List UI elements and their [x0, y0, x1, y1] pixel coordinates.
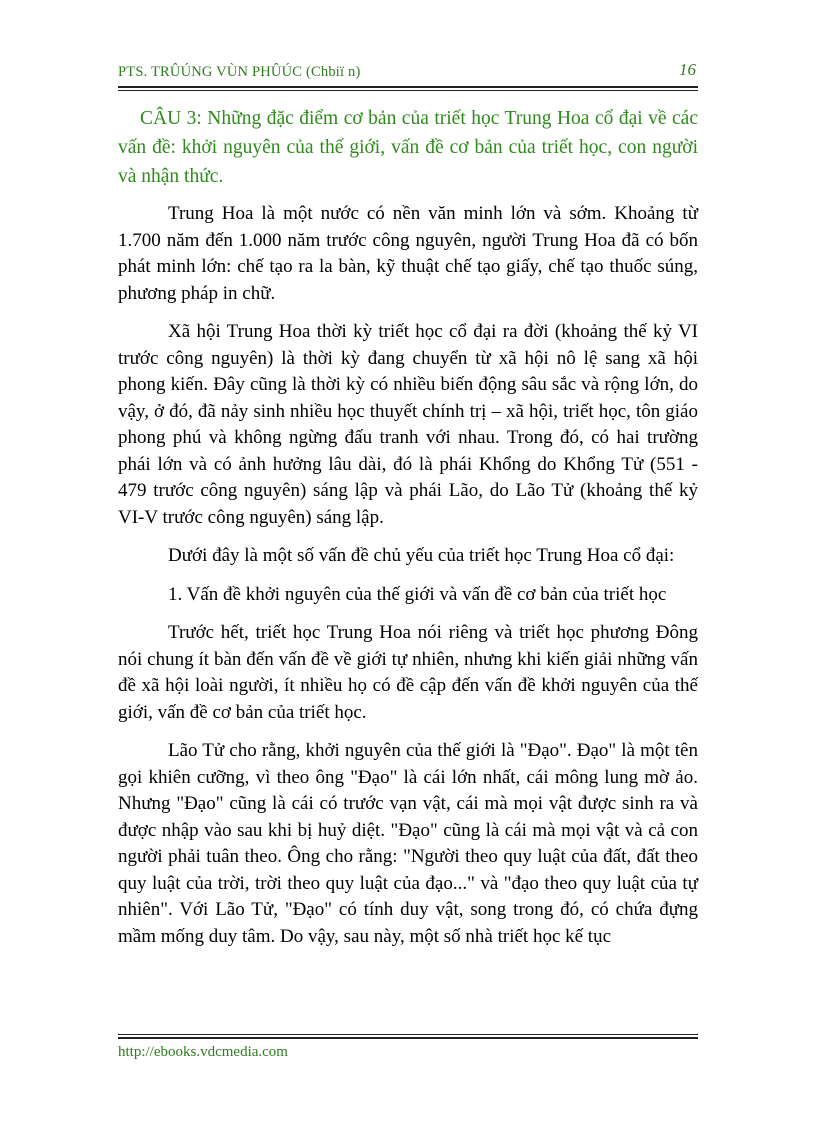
page-number: 16	[679, 60, 696, 79]
paragraph-laozi: Lão Tử cho rằng, khởi nguyên của thế giới là "Đạo". Đạo" là một tên gọi khiên cưỡng, vì theo ông "Đạo" là cái lớn nhất, cái mông lung mờ ảo. Nhưng "Đạo" cũng là cái có trước vạn vật, cái mà mọi vật được sinh ra và được nhập vào sau khi bị huỷ diệt. "Đạo" cũng là cái mà mọi vật và cả con người phải tuân theo. Ông cho rằng: "Người theo quy luật của đất, đất theo quy luật của trời, trời theo quy luật của đạo..." và "đạo theo quy luật của tự nhiên". Với Lão Tử, "Đạo" có tính duy vật, song trong đó, có chứa đựng mầm mống duy tâm. Do vậy, sau này, một số nhà triết học kế tục	[118, 740, 698, 947]
paragraph-nature: Trước hết, triết học Trung Hoa nói riêng và triết học phương Đông nói chung ít bàn đến vấn đề về giới tự nhiên, nhưng khi kiến giải những vấn đề xã hội loài người, ít nhiều họ có đề cập đến vấn đề khởi nguyên của thế giới, vấn đề cơ bản của triết học.	[118, 622, 698, 723]
footer-url-link[interactable]: http://ebooks.vdcmedia.com	[118, 1044, 288, 1060]
paragraph-intro: Trung Hoa là một nước có nền văn minh lớn và sớm. Khoảng từ 1.700 năm đến 1.000 năm trước công nguyên, người Trung Hoa đã có bốn phát minh lớn: chế tạo ra la bàn, kỹ thuật chế tạo giấy, chế tạo thuốc súng, phương pháp in chữ.	[118, 203, 698, 304]
page-header	[118, 60, 698, 86]
question-heading: CÂU 3: Những đặc điểm cơ bản của triết học Trung Hoa cổ đại về các vấn đề: khởi nguyên của thế giới, vấn đề cơ bản của triết học, con người và nhận thức.	[118, 108, 698, 187]
footer-rule-thick	[118, 1037, 698, 1039]
paragraph-society: Xã hội Trung Hoa thời kỳ triết học cổ đại ra đời (khoảng thế kỷ VI trước công nguyên) là thời kỳ đang chuyển từ xã hội nô lệ sang xã hội phong kiến. Đây cũng là thời kỳ có nhiều biến động sâu sắc và rộng lớn, do vậy, ở đó, đã nảy sinh nhiều học thuyết chính trị – xã hội, triết học, tôn giáo phong phú và không ngừng đấu tranh với nhau. Trong đó, có hai trường phái lớn và có ảnh hưởng lâu dài, đó là phái Khổng do Khổng Tử (551 - 479 trước công nguyên) sáng lập và phái Lão, do Lão Tử (khoảng thế kỷ VI-V trước công nguyên) sáng lập.	[118, 321, 698, 528]
header-rule-thin	[118, 90, 698, 91]
footer-rule	[118, 1034, 698, 1035]
paragraph-overview: Dưới đây là một số vấn đề chủ yếu của triết học Trung Hoa cổ đại:	[168, 545, 675, 566]
page-body	[118, 104, 698, 962]
running-header-author: PTS. TRÛÚNG VÙN PHÛÚC (Chbiï n)	[118, 64, 361, 80]
header-rule	[118, 86, 698, 88]
section-title: 1. Vấn đề khởi nguyên của thế giới và vấn đề cơ bản của triết học	[168, 583, 667, 605]
